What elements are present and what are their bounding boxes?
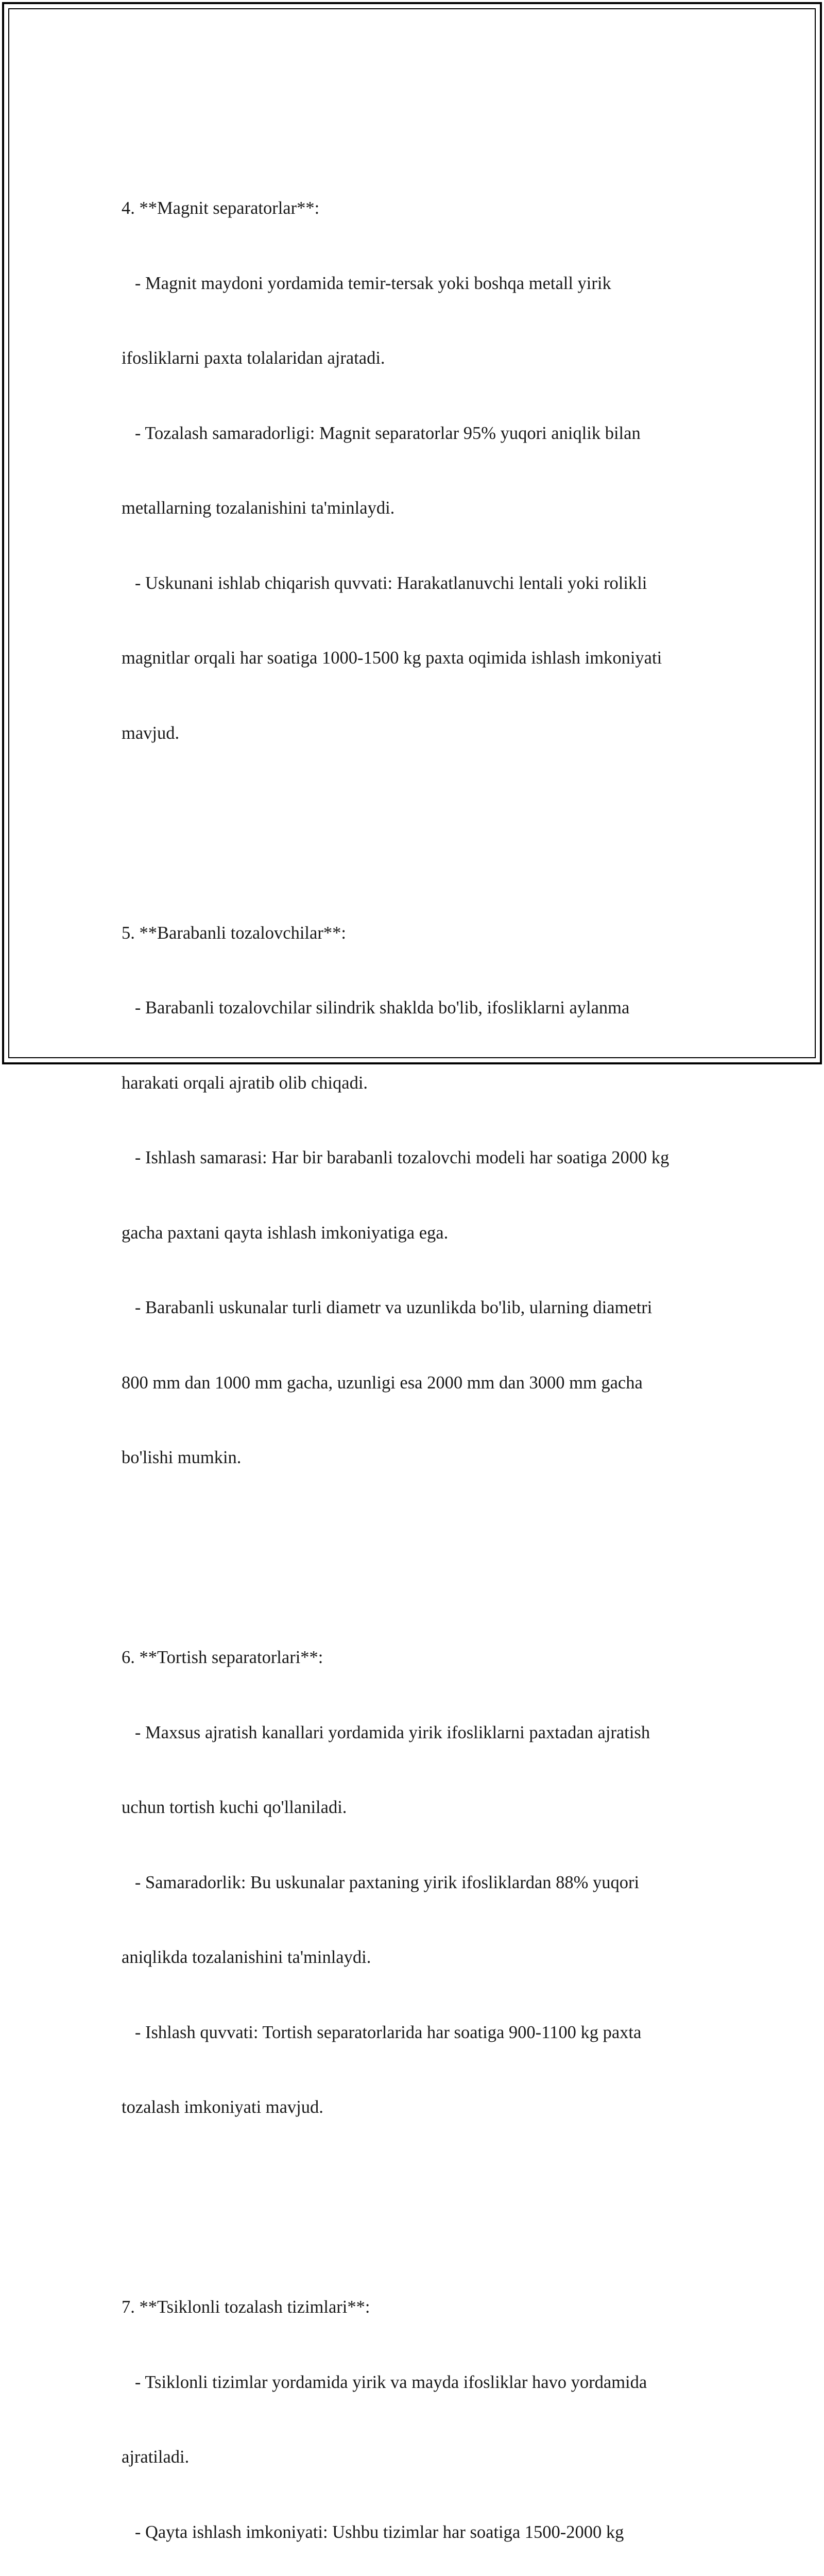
text-line: - Tozalash samaradorligi: Magnit separatorlar 95% yuqori aniqlik bilan bbox=[122, 423, 641, 443]
text-line: - Samaradorlik: Bu uskunalar paxtaning yirik ifosliklardan 88% yuqori bbox=[122, 1872, 640, 1892]
text-line: - Barabanli uskunalar turli diametr va uzunlikda bo'lib, ularning diametri bbox=[122, 1298, 653, 1317]
text-line: - Barabanli tozalovchilar silindrik shaklda bo'lib, ifosliklarni aylanma bbox=[122, 998, 630, 1018]
text-line: - Magnit maydoni yordamida temir-tersak yoki boshqa metall yirik bbox=[122, 273, 611, 293]
section-heading: 4. **Magnit separatorlar**: bbox=[122, 198, 320, 218]
section-heading: 5. **Barabanli tozalovchilar**: bbox=[122, 923, 346, 943]
text-line: tozalash imkoniyati mavjud. bbox=[122, 2097, 323, 2117]
section-heading: 6. **Tortish separatorlari**: bbox=[122, 1648, 323, 1667]
text-line: gacha paxtani qayta ishlash imkoniyatiga ega. bbox=[122, 1223, 449, 1243]
text-line: - Ishlash quvvati: Tortish separatorlarida har soatiga 900-1100 kg paxta bbox=[122, 2022, 642, 2042]
text-line: mavjud. bbox=[122, 723, 180, 743]
paragraph-gap bbox=[122, 795, 740, 821]
text-line: ifosliklarni paxta tolalaridan ajratadi. bbox=[122, 348, 385, 368]
text-line: magnitlar orqali har soatiga 1000-1500 kg paxta oqimida ishlash imkoniyati bbox=[122, 648, 662, 668]
text-line: 800 mm dan 1000 mm gacha, uzunligi esa 2000 mm dan 3000 mm gacha bbox=[122, 1372, 643, 1393]
paragraph-gap bbox=[122, 1520, 740, 1546]
text-line: metallarning tozalanishini ta'minlaydi. bbox=[122, 498, 395, 518]
paragraph-gap bbox=[122, 2170, 740, 2195]
text-line: - Qayta ishlash imkoniyati: Ushbu tizimlar har soatiga 1500-2000 kg bbox=[122, 2522, 624, 2542]
document-body bbox=[122, 96, 740, 2576]
text-line: uchun tortish kuchi qo'llaniladi. bbox=[122, 1798, 347, 1817]
text-line: - Uskunani ishlab chiqarish quvvati: Harakatlanuvchi lentali yoki rolikli bbox=[122, 573, 647, 593]
text-line: - Tsiklonli tizimlar yordamida yirik va mayda ifosliklar havo yordamida bbox=[122, 2372, 647, 2392]
text-line: harakati orqali ajratib olib chiqadi. bbox=[122, 1073, 368, 1093]
text-line: ajratiladi. bbox=[122, 2447, 190, 2467]
text-line: aniqlikda tozalanishini ta'minlaydi. bbox=[122, 1947, 371, 1967]
text-line: bo'lishi mumkin. bbox=[122, 1448, 242, 1467]
section-heading: 7. **Tsiklonli tozalash tizimlari**: bbox=[122, 2297, 370, 2317]
text-line: - Maxsus ajratish kanallari yordamida yirik ifosliklarni paxtadan ajratish bbox=[122, 1722, 650, 1742]
text-line: - Ishlash samarasi: Har bir barabanli tozalovchi modeli har soatiga 2000 kg bbox=[122, 1148, 670, 1167]
